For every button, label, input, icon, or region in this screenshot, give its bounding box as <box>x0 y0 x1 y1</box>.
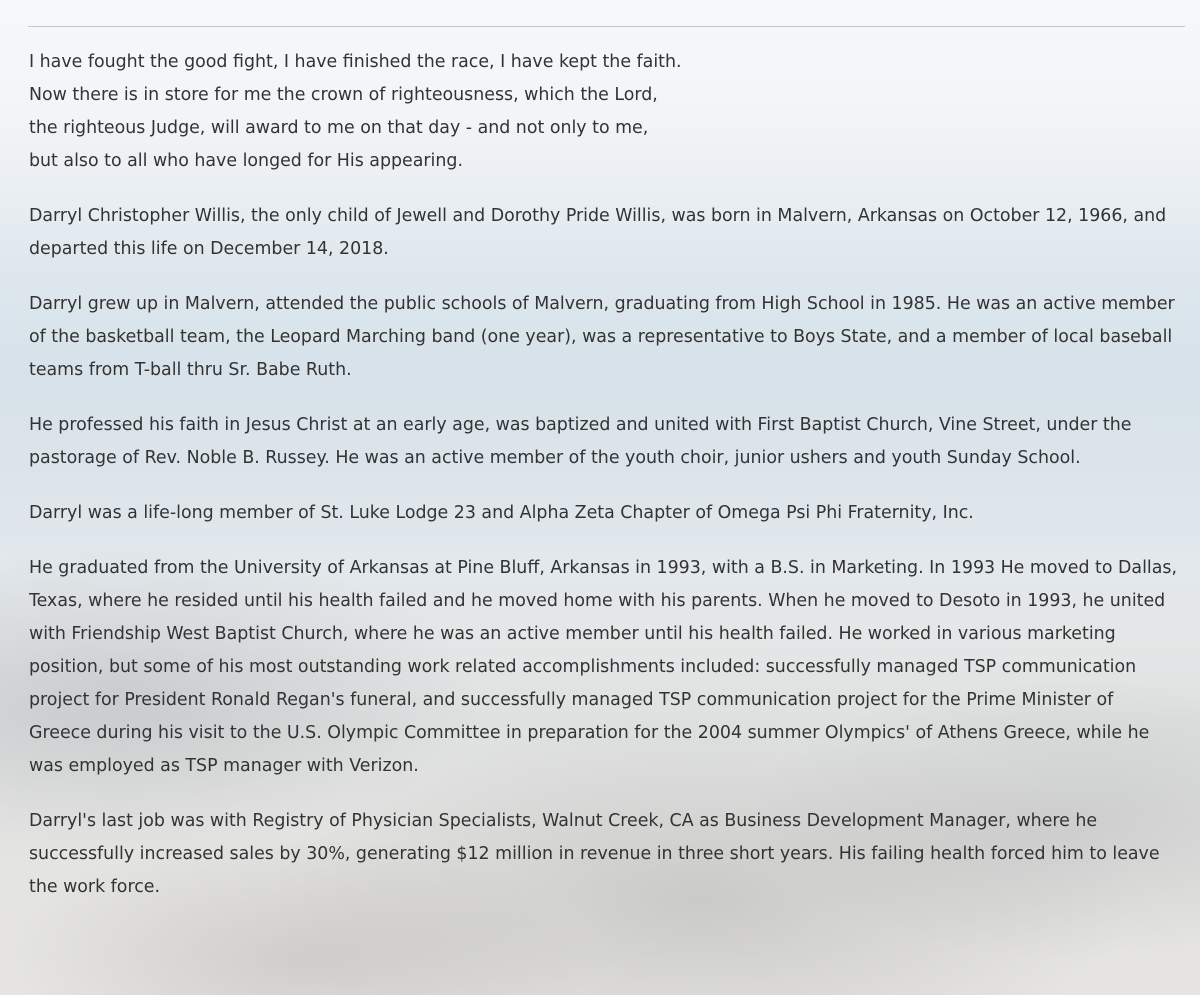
childhood-paragraph: Darryl grew up in Malvern, attended the public schools of Malvern, graduating from High School in 1985. He was an active member of the basketball team, the Leopard Marching band (one year), was a representative to Boys State, and a member of local baseball teams from T-ball thru Sr. Babe Ruth. <box>29 294 1175 380</box>
top-divider <box>28 26 1185 27</box>
verse-line: the righteous Judge, will award to me on that day - and not only to me, <box>29 118 649 138</box>
career-paragraph: He graduated from the University of Arkansas at Pine Bluff, Arkansas in 1993, with a B.S. in Marketing. In 1993 He moved to Dallas, Texas, where he resided until his health failed and he moved home with his parents. When he moved to Desoto in 1993, he united with Friendship West Baptist Church, where he was an active member until his health failed. He worked in various marketing position, but some of his most outstanding work related accomplishments included: successfully managed TSP communication project for President Ronald Regan's funeral, and successfully managed TSP communication project for the Prime Minister of Greece during his visit to the U.S. Olympic Committee in preparation for the 2004 summer Olympics' of Athens Greece, while he was employed as TSP manager with Verizon. <box>29 558 1177 776</box>
birth-paragraph: Darryl Christopher Willis, the only child of Jewell and Dorothy Pride Willis, was born in Malvern, Arkansas on October 12, 1966, and departed this life on December 14, 2018. <box>29 206 1167 259</box>
last-job-paragraph: Darryl's last job was with Registry of Physician Specialists, Walnut Creek, CA as Business Development Manager, where he successfully increased sales by 30%, generating $12 million in revenue in three short years. His failing health forced him to leave the work force. <box>29 811 1160 897</box>
membership-paragraph: Darryl was a life-long member of St. Luke Lodge 23 and Alpha Zeta Chapter of Omega Psi Phi Fraternity, Inc. <box>29 503 974 523</box>
scripture-verse <box>29 46 1179 178</box>
verse-line: I have fought the good fight, I have finished the race, I have kept the faith. <box>29 52 682 72</box>
obituary-content <box>29 46 1179 926</box>
faith-paragraph: He professed his faith in Jesus Christ at an early age, was baptized and united with First Baptist Church, Vine Street, under the pastorage of Rev. Noble B. Russey. He was an active member of the youth choir, junior ushers and youth Sunday School. <box>29 415 1132 468</box>
verse-line: Now there is in store for me the crown of righteousness, which the Lord, <box>29 85 658 105</box>
verse-line: but also to all who have longed for His appearing. <box>29 151 463 171</box>
